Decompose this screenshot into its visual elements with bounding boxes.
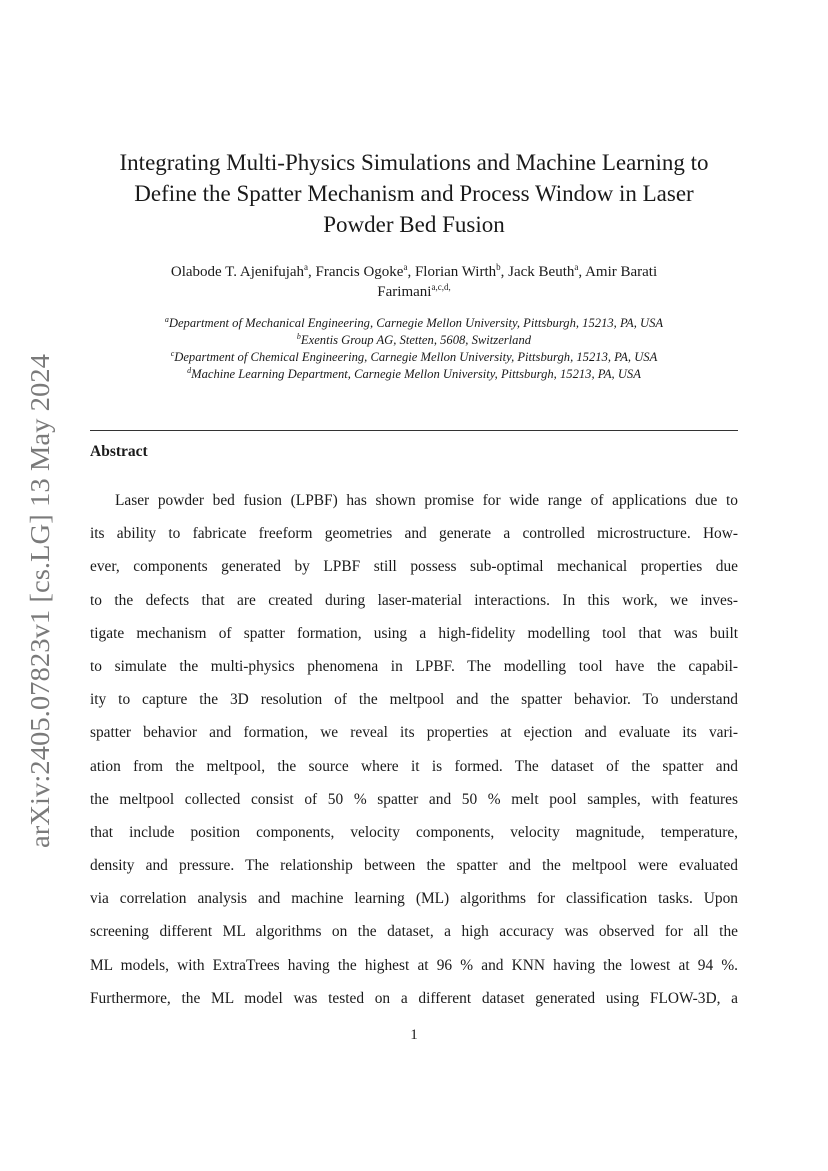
author-name: Francis Ogoke: [315, 264, 404, 280]
author-separator: ,: [407, 264, 415, 280]
abstract-line: ML models, with ExtraTrees having the highest at 96 % and KNN having the lowest at 94 %.: [90, 956, 738, 974]
author-separator: ,: [500, 264, 509, 280]
arxiv-stamp-text: arXiv:2405.07823v1 [cs.LG] 13 May 2024: [25, 383, 55, 848]
author-name: Amir Barati: [585, 264, 658, 280]
abstract-line: ation from the meltpool, the source where it is formed. The dataset of the spatter and: [90, 757, 738, 775]
affiliation-item: [90, 366, 738, 383]
abstract-line: to simulate the multi-physics phenomena in LPBF. The modelling tool have the capabil-: [90, 657, 738, 675]
header-divider: [90, 430, 738, 431]
abstract-line: screening different ML algorithms on the dataset, a high accuracy was observed for all the: [90, 923, 738, 941]
author-separator: ,: [578, 264, 586, 280]
affiliation-text: Department of Mechanical Engineering, Carnegie Mellon University, Pittsburgh, 15213, PA, USA: [168, 316, 664, 330]
author-name: Olabode T. Ajenifujah: [170, 264, 305, 280]
abstract-line: Laser powder bed fusion (LPBF) has shown promise for wide range of applications due to: [115, 492, 738, 509]
author-line: [90, 262, 738, 282]
abstract-line: tigate mechanism of spatter formation, using a high-fidelity modelling tool that was built: [90, 624, 738, 642]
abstract-line: that include position components, velocity components, velocity magnitude, temperature,: [90, 823, 738, 841]
author-name: Farimani: [377, 284, 432, 300]
affiliation-text: Exentis Group AG, Stetten, 5608, Switzerland: [300, 333, 532, 347]
arxiv-identifier-stamp: [22, 352, 58, 848]
abstract-heading: Abstract: [90, 443, 148, 460]
author-separator: ,: [308, 264, 316, 280]
abstract-line: density and pressure. The relationship between the spatter and the meltpool were evaluated: [90, 857, 738, 875]
affiliation-item: [90, 332, 738, 349]
abstract-line: its ability to fabricate freeform geometries and generate a controlled microstructure. How-: [90, 525, 738, 543]
affiliation-mark: a: [164, 315, 169, 324]
abstract-line: to the defects that are created during laser-material interactions. In this work, we inves-: [90, 591, 738, 609]
abstract-line: spatter behavior and formation, we reveal its properties at ejection and evaluate its vari-: [90, 724, 738, 742]
affiliation-item: [90, 349, 738, 366]
affiliation-text: Department of Chemical Engineering, Carnegie Mellon University, Pittsburgh, 15213, PA, USA: [174, 350, 658, 364]
affiliation-list: [90, 315, 738, 383]
abstract-line: via correlation analysis and machine learning (ML) algorithms for classification tasks. Upon: [90, 890, 738, 908]
author-affiliation-mark: b: [496, 262, 501, 272]
title-line: Define the Spatter Mechanism and Process Window in Laser: [134, 181, 694, 206]
title-line: Powder Bed Fusion: [323, 212, 505, 237]
author-affiliation-mark: a: [403, 262, 408, 272]
affiliation-mark: b: [296, 332, 301, 341]
author-line: [90, 282, 738, 302]
abstract-line: ity to capture the 3D resolution of the meltpool and the spatter behavior. To understand: [90, 691, 738, 709]
abstract-line: ever, components generated by LPBF still possess sub-optimal mechanical properties due: [90, 558, 738, 576]
abstract-line: the meltpool collected consist of 50 % spatter and 50 % melt pool samples, with features: [90, 790, 738, 808]
author-affiliation-mark: a,c,d,: [431, 282, 451, 292]
author-affiliation-mark: a: [304, 262, 309, 272]
author-list: [90, 262, 738, 302]
author-name: Florian Wirth: [414, 264, 497, 280]
affiliation-mark: d: [187, 366, 192, 375]
abstract-line: Furthermore, the ML model was tested on a different dataset generated using FLOW-3D, a: [90, 989, 738, 1007]
affiliation-text: Machine Learning Department, Carnegie Mellon University, Pittsburgh, 15213, PA, USA: [191, 367, 641, 381]
title-line: Integrating Multi-Physics Simulations and Machine Learning to: [119, 150, 709, 175]
author-affiliation-mark: a: [574, 262, 579, 272]
abstract-body: [90, 484, 738, 1015]
affiliation-item: [90, 315, 738, 332]
author-name: Jack Beuth: [508, 264, 575, 280]
affiliation-mark: c: [170, 349, 175, 358]
paper-title: [90, 147, 738, 240]
page-number: 1: [410, 1027, 418, 1043]
